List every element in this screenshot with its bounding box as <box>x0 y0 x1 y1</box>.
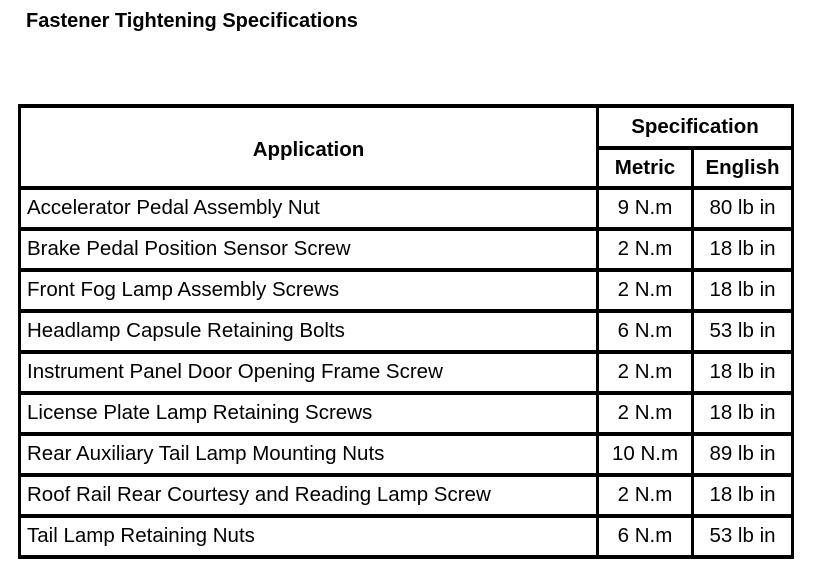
metric-cell: 2 N.m <box>599 272 694 313</box>
english-cell: 18 lb in <box>694 477 794 518</box>
application-cell: Rear Auxiliary Tail Lamp Mounting Nuts <box>21 436 599 477</box>
english-cell: 80 lb in <box>694 190 794 231</box>
english-cell: 18 lb in <box>694 395 794 436</box>
specification-header: Specification <box>599 108 794 150</box>
application-cell: Headlamp Capsule Retaining Bolts <box>21 313 599 354</box>
table-row <box>21 313 794 354</box>
application-cell: Accelerator Pedal Assembly Nut <box>21 190 599 231</box>
application-cell: Instrument Panel Door Opening Frame Screw <box>21 354 599 395</box>
fastener-spec-table <box>18 104 794 559</box>
english-cell: 18 lb in <box>694 231 794 272</box>
table-row <box>21 231 794 272</box>
metric-cell: 9 N.m <box>599 190 694 231</box>
english-header: English <box>694 150 794 190</box>
table-row <box>21 354 794 395</box>
english-cell: 18 lb in <box>694 354 794 395</box>
metric-cell: 6 N.m <box>599 313 694 354</box>
table-row <box>21 477 794 518</box>
metric-cell: 10 N.m <box>599 436 694 477</box>
metric-cell: 2 N.m <box>599 354 694 395</box>
application-cell: License Plate Lamp Retaining Screws <box>21 395 599 436</box>
metric-cell: 2 N.m <box>599 231 694 272</box>
table-row <box>21 190 794 231</box>
application-cell: Tail Lamp Retaining Nuts <box>21 518 599 559</box>
table-row <box>21 518 794 559</box>
metric-cell: 2 N.m <box>599 395 694 436</box>
metric-cell: 2 N.m <box>599 477 694 518</box>
metric-cell: 6 N.m <box>599 518 694 559</box>
english-cell: 18 lb in <box>694 272 794 313</box>
header-row-top <box>21 108 794 150</box>
application-header: Application <box>21 108 599 190</box>
table-row <box>21 395 794 436</box>
application-cell: Brake Pedal Position Sensor Screw <box>21 231 599 272</box>
application-cell: Front Fog Lamp Assembly Screws <box>21 272 599 313</box>
table-row <box>21 272 794 313</box>
metric-header: Metric <box>599 150 694 190</box>
page-title: Fastener Tightening Specifications <box>26 10 358 32</box>
english-cell: 89 lb in <box>694 436 794 477</box>
table-row <box>21 436 794 477</box>
application-cell: Roof Rail Rear Courtesy and Reading Lamp Screw <box>21 477 599 518</box>
english-cell: 53 lb in <box>694 313 794 354</box>
english-cell: 53 lb in <box>694 518 794 559</box>
